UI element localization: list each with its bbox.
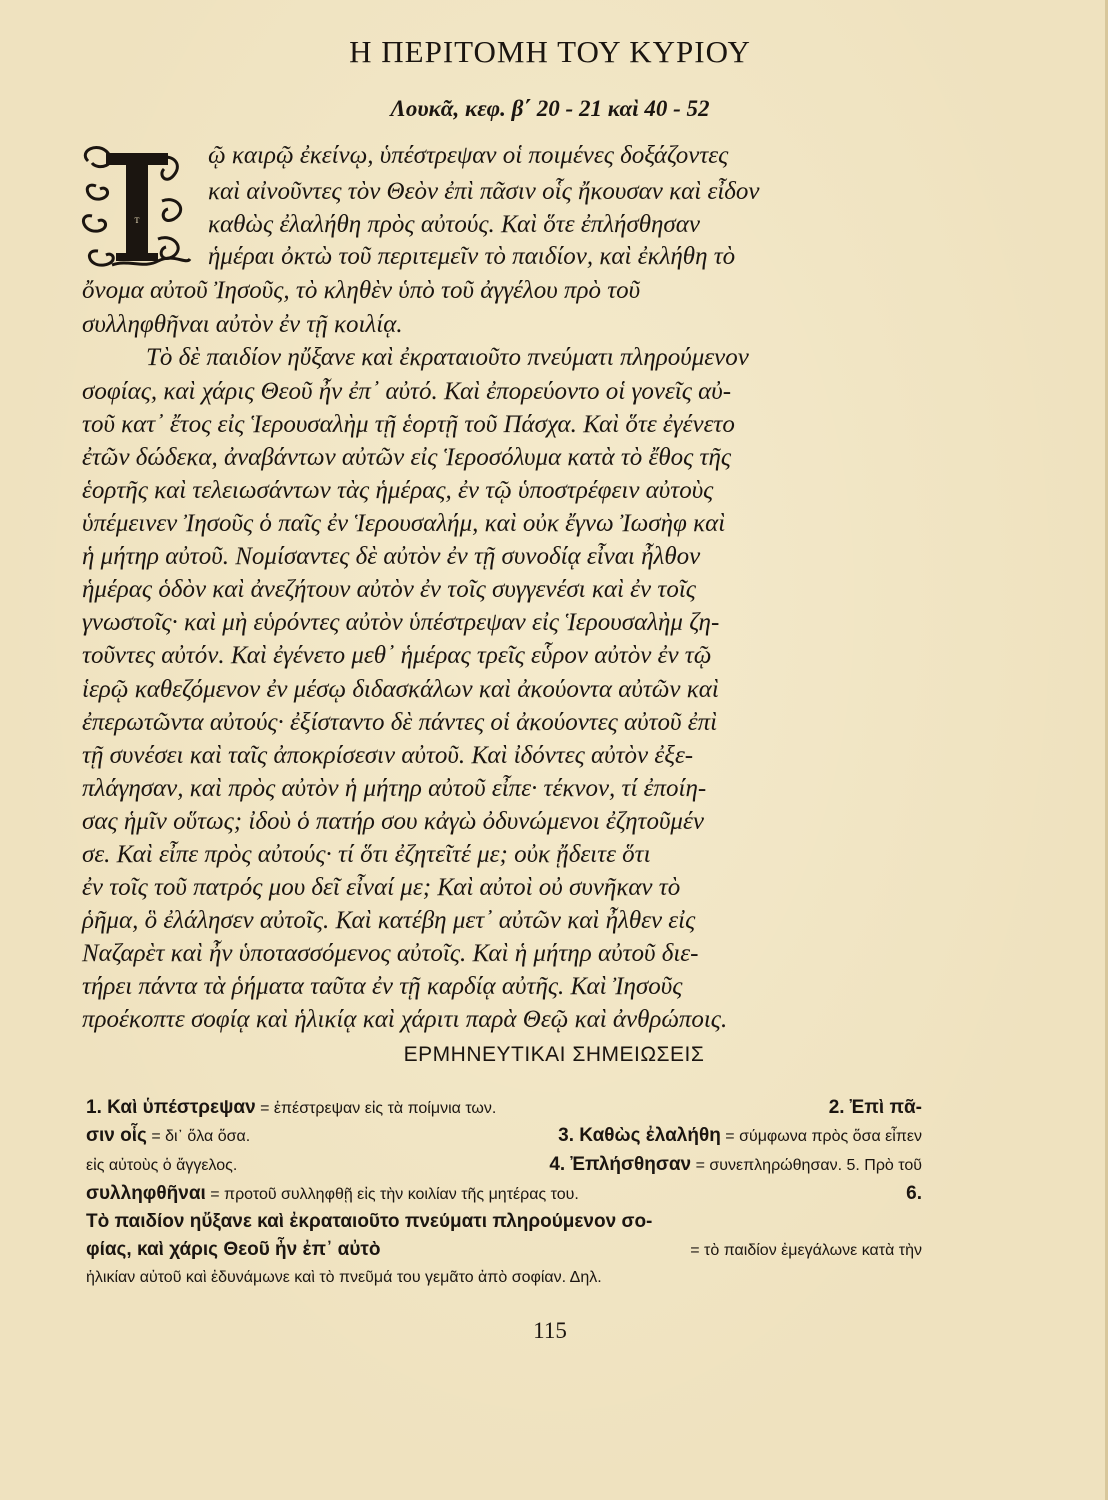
text-line: σοφίας, καὶ χάρις Θεοῦ ἦν ἐπ᾽ αὐτό. Καὶ ἐπορεύοντο οἱ γονεῖς αὐ- <box>82 378 732 405</box>
note-term: φίας, καὶ χάρις Θεοῦ ἦν ἐπ᾽ αὐτὸ <box>86 1239 381 1260</box>
ornate-initial-icon <box>78 141 196 271</box>
text-line: καθὼς ἐλαλήθη πρὸς αὐτούς. Καὶ ὅτε ἐπλήσθησαν <box>208 211 700 238</box>
text-line: ἱερῷ καθεζόμενον ἐν μέσῳ διδασκάλων καὶ ἀκούοντα αὐτῶν καὶ <box>82 676 719 703</box>
note-line <box>86 1180 922 1209</box>
note-line <box>86 1264 922 1292</box>
text-line: Τὸ δὲ παιδίον ηὔξανε καὶ ἐκραταιοῦτο πνεύματι πληρούμενον <box>146 344 749 371</box>
notes-heading: ΕΡΜΗΝΕΥΤΙΚΑΙ ΣΗΜΕΙΩΣΕΙΣ <box>403 1043 705 1066</box>
note-text: = τὸ παιδίον ἐμεγάλωνε κατὰ τὴν <box>690 1242 922 1259</box>
note-line <box>86 1208 922 1237</box>
text-line: ἐτῶν δώδεκα, ἀναβάντων αὐτῶν εἰς Ἱεροσόλυμα κατὰ τὸ ἔθος τῆς <box>82 444 732 471</box>
text-line: σε. Καὶ εἶπε πρὸς αὐτούς· τί ὅτι ἐζητεῖτέ με; οὐκ ᾔδειτε ὅτι <box>82 841 651 868</box>
note-term: 3. Καθὼς ἐλαλήθη <box>558 1125 721 1146</box>
text-line: ἐν τοῖς τοῦ πατρός μου δεῖ εἶναί με; Καὶ αὐτοὶ οὐ συνῆκαν τὸ <box>82 874 681 901</box>
note-line <box>86 1151 922 1180</box>
note-text: = συνεπληρώθησαν. 5. Πρὸ τοῦ <box>695 1157 922 1174</box>
note-term: 2. Ἐπὶ πᾶ- <box>828 1097 922 1118</box>
note-line <box>86 1094 922 1123</box>
note-line <box>86 1122 922 1151</box>
text-line: ὄνομα αὐτοῦ Ἰησοῦς, τὸ κληθὲν ὑπὸ τοῦ ἀγγέλου πρὸ τοῦ <box>82 277 641 304</box>
note-text: ἡλικίαν αὐτοῦ καὶ ἐδυνάμωνε καὶ τὸ πνεῦμά του γεμᾶτο ἀπὸ σοφίαν. Δηλ. <box>86 1269 602 1286</box>
text-line: πλάγησαν, καὶ πρὸς αὐτὸν ἡ μήτηρ αὐτοῦ εἶπε· τέκνον, τί ἐποίη- <box>82 775 707 802</box>
note-term: 1. Καὶ ὑπέστρεψαν <box>86 1097 256 1118</box>
text-line: σας ἡμῖν οὕτως; ἰδοὺ ὁ πατήρ σου κἀγὼ ὀδυνώμενοι ἐζητοῦμέν <box>82 808 704 835</box>
text-line: ἡμέραι ὀκτὼ τοῦ περιτεμεῖν τὸ παιδίον, καὶ ἐκλήθη τὸ <box>208 243 736 270</box>
text-line: καὶ αἰνοῦντες τὸν Θεὸν ἐπὶ πᾶσιν οἷς ἤκουσαν καὶ εἶδον <box>208 178 760 205</box>
svg-text:Τ: Τ <box>134 216 140 225</box>
note-term: 4. Ἐπλήσθησαν <box>549 1154 692 1175</box>
page-number: 115 <box>533 1318 567 1343</box>
text-line: ἐπερωτῶντα αὐτούς· ἐξίσταντο δὲ πάντες οἱ ἀκούοντες αὐτοῦ ἐπὶ <box>82 709 718 736</box>
note-text: = προτοῦ συλληφθῇ εἰς τὴν κοιλίαν τῆς μητέρας του. <box>210 1186 579 1203</box>
dropcap-ornament <box>78 141 196 271</box>
text-line: ἑορτῆς καὶ τελειωσάντων τὰς ἡμέρας, ἐν τῷ ὑποστρέφειν αὐτοὺς <box>82 477 714 504</box>
note-text: = ἐπέστρεψαν εἰς τὰ ποίμνια των. <box>260 1100 497 1117</box>
page-title: Η ΠΕΡΙΤΟΜΗ ΤΟΥ ΚΥΡΙΟΥ <box>349 34 751 69</box>
text-line: ὑπέμεινεν Ἰησοῦς ὁ παῖς ἐν Ἱερουσαλήμ, καὶ οὐκ ἔγνω Ἰωσὴφ καὶ <box>82 510 726 537</box>
note-term: σιν οἷς <box>86 1125 147 1146</box>
text-line: Ναζαρὲτ καὶ ἦν ὑποτασσόμενος αὐτοῖς. Καὶ ἡ μήτηρ αὐτοῦ διε- <box>82 940 699 967</box>
text-line: ῥῆμα, ὃ ἐλάλησεν αὐτοῖς. Καὶ κατέβη μετ᾽ αὐτῶν καὶ ἦλθεν εἰς <box>82 907 696 934</box>
note-line <box>86 1236 922 1265</box>
note-text: = δι᾽ ὅλα ὅσα. <box>151 1128 251 1145</box>
text-line: ἡμέρας ὁδὸν καὶ ἀνεζήτουν αὐτὸν ἐν τοῖς συγγενέσι καὶ ἐν τοῖς <box>82 576 696 603</box>
scripture-reference: Λουκᾶ, κεφ. β΄ 20 - 21 καὶ 40 - 52 <box>390 96 710 121</box>
text-line: συλληφθῆναι αὐτὸν ἐν τῇ κοιλίᾳ. <box>82 311 403 338</box>
text-line: τοῦ κατ᾽ ἔτος εἰς Ἱερουσαλὴμ τῇ ἑορτῇ τοῦ Πάσχα. Καὶ ὅτε ἐγένετο <box>82 411 735 438</box>
note-text: = σύμφωνα πρὸς ὅσα εἶπεν <box>725 1128 922 1145</box>
text-line: ἡ μήτηρ αὐτοῦ. Νομίσαντες δὲ αὐτὸν ἐν τῇ συνοδίᾳ εἶναι ἦλθον <box>82 543 701 570</box>
text-line: τήρει πάντα τὰ ῥήματα ταῦτα ἐν τῇ καρδίᾳ αὐτῆς. Καὶ Ἰησοῦς <box>82 973 683 1000</box>
text-line: γνωστοῖς· καὶ μὴ εὑρόντες αὐτὸν ὑπέστρεψαν εἰς Ἱερουσαλὴμ ζη- <box>82 609 720 636</box>
note-text: εἰς αὐτοὺς ὁ ἄγγελος. <box>86 1157 238 1174</box>
text-line: τῇ συνέσει καὶ ταῖς ἀποκρίσεσιν αὐτοῦ. Καὶ ἰδόντες αὐτὸν ἐξε- <box>82 742 694 769</box>
text-line: τοῦντες αὐτόν. Καὶ ἐγένετο μεθ᾽ ἡμέρας τρεῖς εὗρον αὐτὸν ἐν τῷ <box>82 642 712 669</box>
note-term: Τὸ παιδίον ηὔξανε καὶ ἐκραταιοῦτο πνεύματι πληρούμενον σο- <box>86 1211 653 1232</box>
text-line: προέκοπτε σοφίᾳ καὶ ἡλικίᾳ καὶ χάριτι παρὰ Θεῷ καὶ ἀνθρώποις. <box>82 1006 728 1033</box>
text-line: ῷ καιρῷ ἐκείνῳ, ὑπέστρεψαν οἱ ποιμένες δοξάζοντες <box>208 142 729 169</box>
note-term: 6. <box>906 1183 922 1204</box>
note-term: συλληφθῆναι <box>86 1183 206 1204</box>
